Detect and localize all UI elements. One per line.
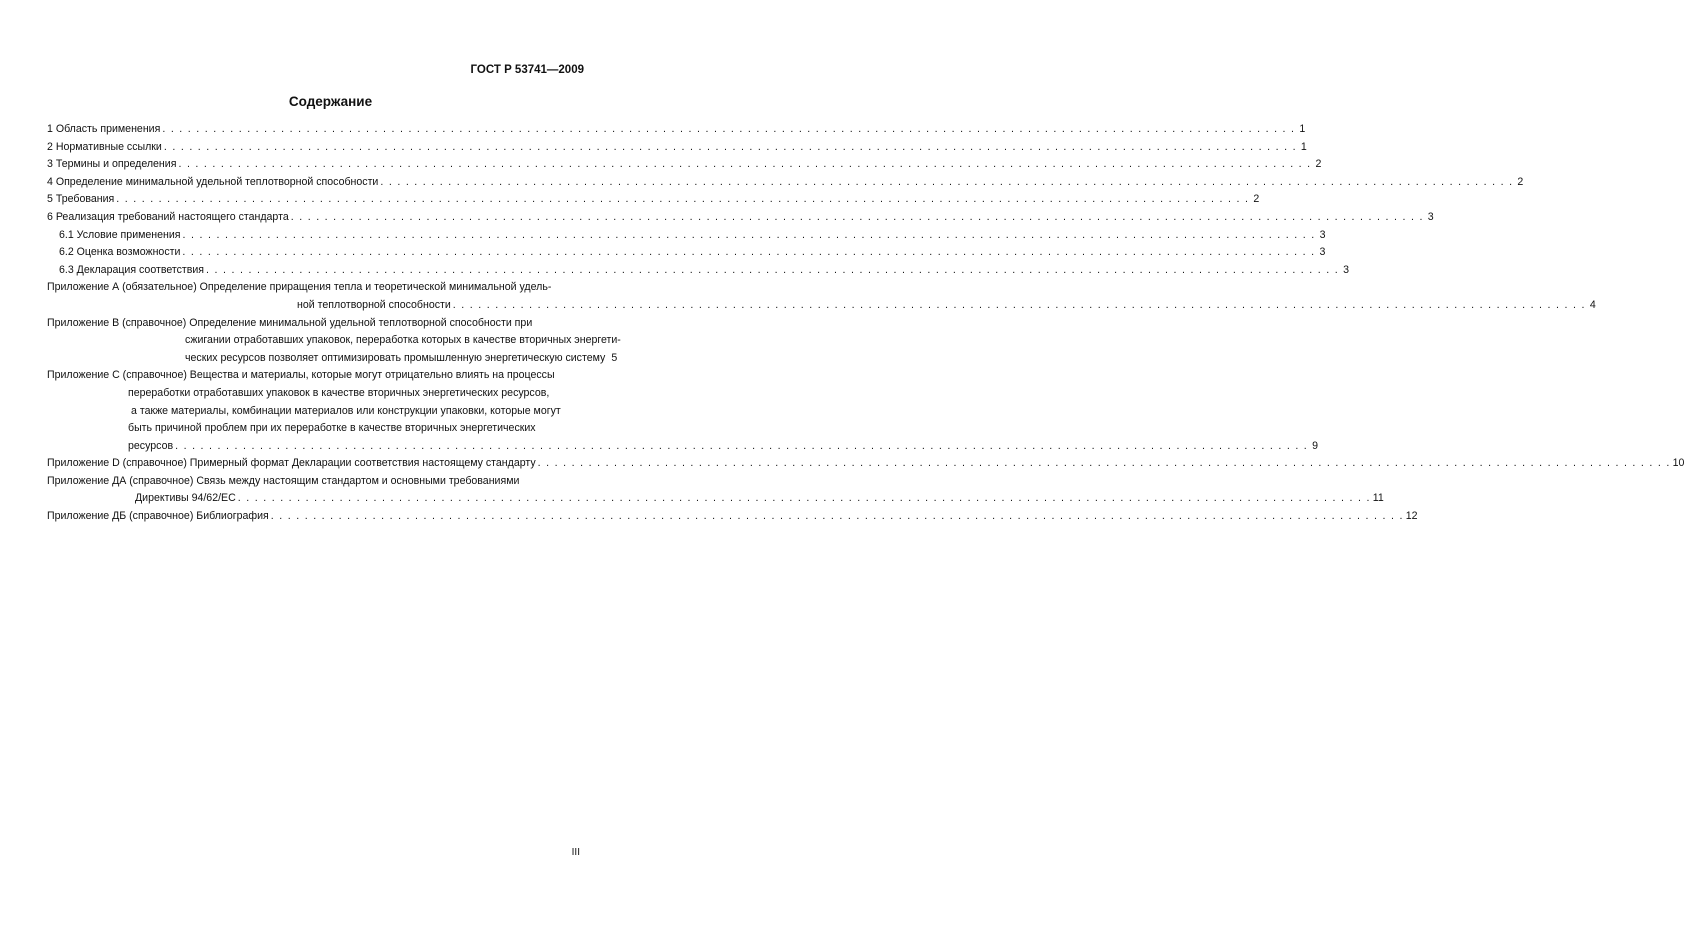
appendix-da-line-1: Приложение ДА (справочное) Связь между настоящим стандартом и основными требованиями (47, 474, 520, 487)
toc-entry[interactable] (47, 121, 1306, 139)
toc-appendix-a[interactable] (47, 279, 1596, 314)
toc-entry-page: 3 (1427, 210, 1434, 223)
leader-dots (175, 438, 1308, 456)
toc-entry[interactable] (47, 174, 1524, 192)
leader-dots (116, 191, 1249, 209)
toc-subentry[interactable] (47, 244, 1326, 262)
appendix-a-page: 4 (1589, 298, 1596, 311)
toc-entry-title: 6 Реализация требований настоящего стандарта (47, 210, 289, 223)
leader-dots (164, 139, 1297, 157)
toc-entry-page: 1 (1300, 140, 1307, 153)
toc-entry-page: 1 (1299, 123, 1306, 135)
toc-entry-page: 2 (1253, 193, 1260, 206)
appendix-a-line-2: ной теплотворной способности (297, 298, 451, 311)
appendix-b-page: 5 (611, 351, 618, 364)
toc-entry[interactable] (47, 209, 1434, 227)
appendix-a-last-line (47, 297, 1596, 315)
appendix-d-page: 10 (1672, 457, 1684, 470)
toc-entry-page: 2 (1517, 175, 1524, 188)
appendix-da-last-line (47, 490, 1384, 508)
leader-dots (238, 490, 1371, 508)
toc-entry[interactable] (47, 156, 1322, 174)
leader-dots (291, 209, 1424, 227)
appendix-da-line-2: Директивы 94/62/ЕС (135, 492, 236, 505)
toc-entry[interactable] (47, 191, 1260, 209)
appendix-db-page: 12 (1405, 510, 1418, 523)
leader-dots (453, 297, 1586, 315)
leader-dots (182, 244, 1315, 262)
appendix-c-line-4: быть причиной проблем при их переработке в качестве вторичных энергетических (128, 422, 536, 435)
toc-entry-title: 2 Нормативные ссылки (47, 140, 162, 153)
appendix-b-line-1: Приложение В (справочное) Определение минимальной удельной теплотворной способности при (47, 316, 533, 329)
toc-entry-page: 3 (1319, 228, 1326, 241)
toc-subentry[interactable] (47, 227, 1326, 245)
page-number: III (571, 847, 580, 858)
appendix-b-line-3: ческих ресурсов позволяет оптимизировать промышленную энергетическую систему (185, 351, 606, 364)
toc-entry[interactable] (47, 139, 1307, 157)
leader-dots (183, 227, 1316, 245)
appendix-a-line-1: Приложение А (обязательное) Определение приращения тепла и теоретической минимальной удель- (47, 281, 552, 294)
leader-dots (178, 156, 1311, 174)
leader-dots (271, 508, 1404, 526)
leader-dots (538, 455, 1671, 473)
toc-entry-title: 5 Требования (47, 193, 115, 206)
toc-entry-title: 6.1 Условие применения (59, 228, 181, 241)
appendix-db-line-1: Приложение ДБ (справочное) Библиография (47, 510, 269, 523)
document-code: ГОСТ Р 53741—2009 (470, 64, 584, 76)
toc-entry-page: 3 (1319, 246, 1326, 259)
leader-dots (162, 121, 1295, 139)
toc-entry-page: 3 (1343, 263, 1350, 276)
leader-dots (380, 174, 1513, 192)
table-of-contents (47, 121, 1684, 526)
toc-entry-title: 6.3 Декларация соответствия (59, 263, 205, 276)
appendix-d-line-1: Приложение D (справочное) Примерный формат Декларации соответствия настоящему стандарту (47, 457, 536, 470)
appendix-b-line-2: сжигании отработавших упаковок, переработка которых в качестве вторичных энергети- (185, 334, 621, 347)
toc-subentry[interactable] (47, 262, 1350, 280)
page-title: Содержание (288, 94, 373, 109)
toc-appendix-c[interactable] (47, 367, 1319, 455)
appendix-c-last-line (47, 438, 1319, 456)
toc-entry-page: 2 (1315, 158, 1322, 171)
toc-appendix-b[interactable] (47, 315, 621, 368)
appendix-b-last-line (47, 350, 618, 368)
toc-entry-title: 1 Область применения (47, 123, 161, 135)
appendix-c-page: 9 (1312, 439, 1319, 452)
toc-entry-title: 3 Термины и определения (47, 158, 177, 171)
appendix-c-line-2: переработки отработавших упаковок в качестве вторичных энергетических ресурсов, (128, 386, 550, 399)
appendix-c-line-3: а также материалы, комбинации материалов или конструкции упаковки, которые могут (131, 404, 561, 417)
leader-dots (206, 262, 1339, 280)
toc-entry-title: 4 Определение минимальной удельной теплотворной способности (47, 175, 379, 188)
appendix-c-line-5: ресурсов (128, 439, 174, 452)
toc-entry-title: 6.2 Оценка возможности (59, 246, 181, 259)
toc-appendix-db[interactable] (47, 508, 1418, 526)
appendix-c-line-1: Приложение С (справочное) Вещества и материалы, которые могут отрицательно влиять на процессы (47, 369, 555, 382)
appendix-da-page: 11 (1372, 492, 1384, 505)
toc-appendix-d[interactable] (47, 455, 1684, 473)
toc-appendix-da[interactable] (47, 473, 1384, 508)
